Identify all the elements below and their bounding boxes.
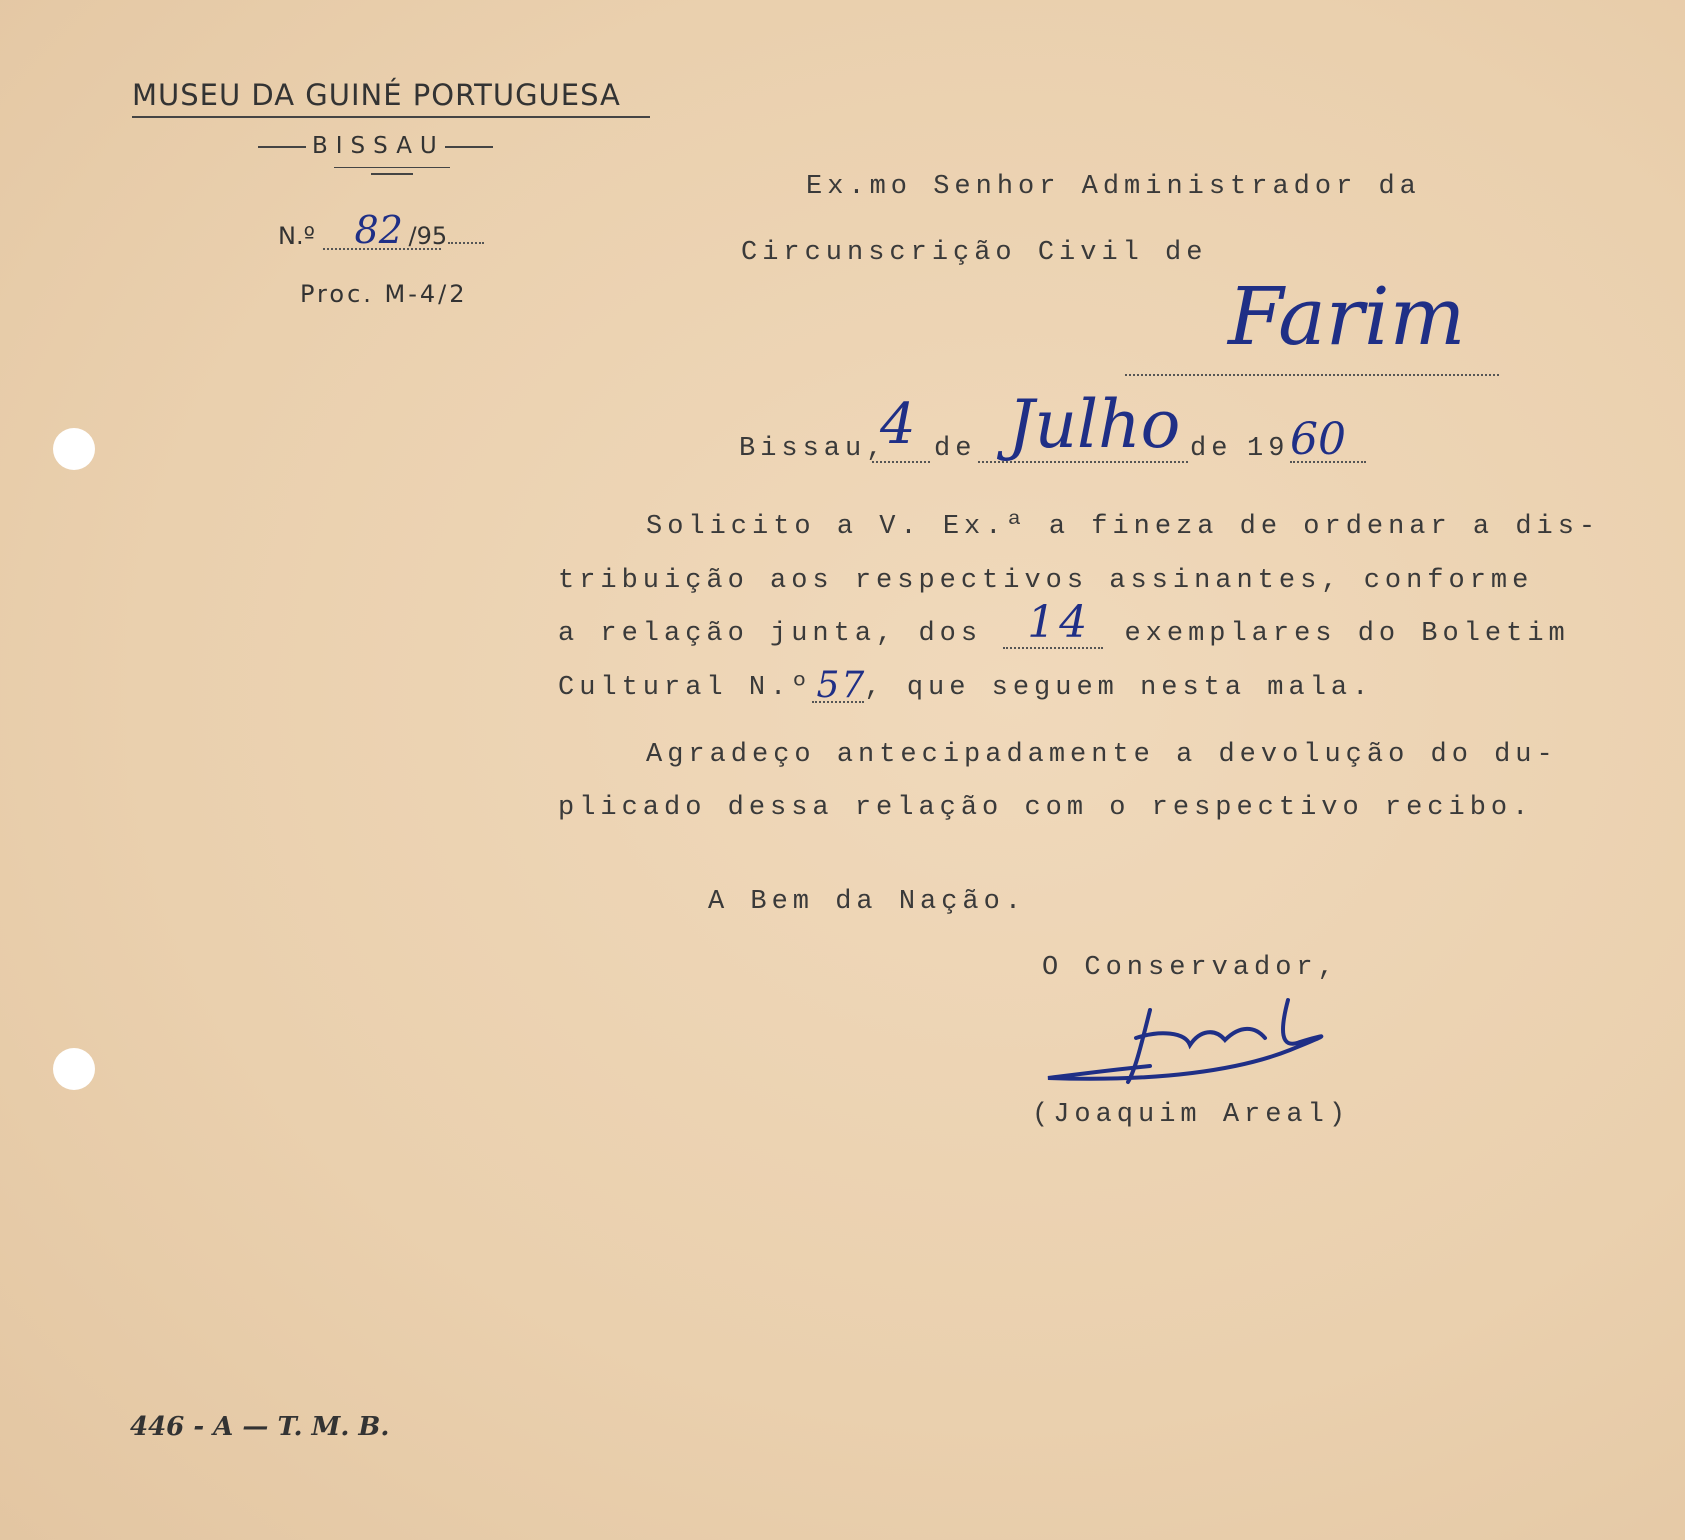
place-dotted-line [1125,374,1499,376]
body-line-2: tribuição aos respectivos assinantes, conforme [558,566,1534,596]
signature-scrawl [1040,990,1350,1100]
month-handwritten: Julho [1008,386,1181,463]
year-handwritten: 60 [1290,414,1346,465]
print-code: 446 - A — T. M. B. [130,1412,390,1442]
body-line-4a: Cultural N.º [558,673,813,703]
institution-name: MUSEU DA GUINÉ PORTUGUESA [132,78,621,112]
year-printed: 19 [1247,434,1290,464]
institution-underline [132,116,650,118]
count-dotted-line [1003,597,1103,649]
body-line-5: Agradeço antecipadamente a devolução do du- [646,740,1558,770]
city-underline-short [371,173,413,175]
city-underline [334,167,450,168]
punch-hole-top [53,428,95,470]
number-dotted-line [323,208,448,252]
dateline-city: Bissau, [739,434,888,464]
day-handwritten: 4 [880,392,916,457]
count-handwritten: 14 [1027,597,1092,648]
body-line-4b: , que seguem nesta mala. [864,673,1374,703]
closing-salutation: A Bem da Nação. [708,887,1027,917]
body-line-4 [558,665,1374,706]
dateline-de-1: de [934,434,977,464]
place-handwritten: Farim [1228,270,1466,363]
addressee-line-1: Ex.mo Senhor Administrador da [806,172,1421,202]
signatory-name: (Joaquim Areal) [1032,1100,1351,1130]
city-header [258,133,493,159]
body-line-3b: exemplares do Boletim [1124,619,1570,649]
day-dotted-line [872,461,930,463]
body-line-6: plicado dessa relação com o respectivo recibo. [558,793,1534,823]
number-handwritten: 82 [354,208,403,252]
body-line-3a: a relação junta, dos [558,619,983,649]
issue-handwritten: 57 [816,665,867,706]
body-line-1a: Solicito a V. Ex.ª a [646,512,1071,542]
number-prefix: N.º [278,222,315,250]
addressee-line-2: Circunscrição Civil de [741,238,1208,268]
issue-dotted-line [812,665,867,706]
body-line-1b: fineza de ordenar a dis- [1091,512,1601,542]
number-dotted-tail [448,242,484,244]
punch-hole-bottom [53,1048,95,1090]
closing-role: O Conservador, [1042,953,1339,983]
body-line-1 [646,512,1600,542]
number-suffix: /95 [408,222,448,250]
city-label: BISSAU [312,133,445,159]
process-number: Proc. M-4/2 [300,280,468,308]
reference-number [278,208,484,252]
dateline-de-2: de [1190,434,1233,464]
body-line-3 [558,597,1570,649]
